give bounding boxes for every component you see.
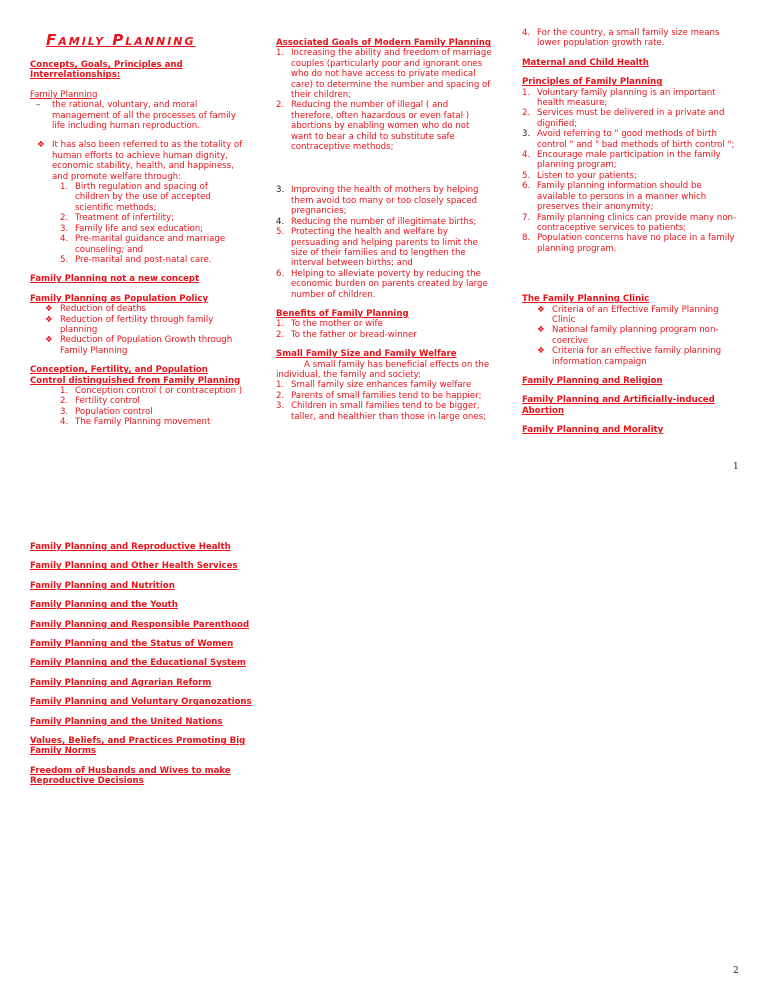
list-item: 6. Helping to alleviate poverty by reducing the economic burden on parents created by large number of children. [276,268,488,300]
list-item: 5. Listen to your patients; [522,170,637,181]
list-item: ❖ Reduction of deaths [45,304,147,315]
heading-topic: Family Planning and Agrarian Reform [30,677,212,688]
list-item: 8. Population concerns have no place in a family planning program. [522,233,735,254]
heading-topic: Family Planning and Nutrition [30,580,175,591]
heading-topic: Family Planning and Other Health Services [30,561,238,572]
list-item: 2. Fertility control [60,396,140,407]
list-item: 4. For the country, a small family size means lower population growth rate. [522,28,720,49]
small-family-paragraph: A small family has beneficial effects on the individual, the family and society: [276,359,490,380]
list-item: 1. Conception control ( or contraception ) [60,385,243,396]
definition-item: – the rational, voluntary, and moral management of all the processes of family life including human reproduction. [36,100,236,132]
diamond-bullet-icon: ❖ [45,335,53,346]
list-item: ❖ Reduction of Population Growth through Family Planning [45,335,233,356]
list-item: 6. Family planning information should be available to persons in a manner which preserves their anonymity; [522,181,707,213]
list-item: 1. Increasing the ability and freedom of marriage couples (particularly poor and ignorant ones who do not have access to private medical care) to determine the number and spacing of their children; [276,48,492,101]
heading-conception: Conception, Fertility, and Population Control distinguished from Family Planning [30,365,241,386]
heading-morality: Family Planning and Morality [522,425,664,436]
heading-topic: Family Planning and Responsible Parenthood [30,619,250,630]
list-item: 2. Treatment of infertility; [60,213,175,224]
column-1 [30,30,245,428]
heading-concepts: Concepts, Goals, Principles and Interrelationships: [30,60,183,81]
heading-topic: Freedom of Husbands and Wives to make Reproductive Decisions [30,765,231,787]
heading-not-new-concept: Family Planning not a new concept [30,274,200,285]
diamond-bullet-icon: ❖ [537,346,545,357]
heading-topic: Family Planning and Reproductive Health [30,542,231,552]
goals-list-b [276,185,492,299]
page-number-1: 1 [733,462,739,472]
heading-abortion: Family Planning and Artificially-induced Abortion [522,395,715,416]
heading-topic: Family Planning and Voluntary Organozations [30,697,252,708]
heading-population-policy: Family Planning as Population Policy [30,293,209,304]
list-item: 4. Pre-marital guidance and marriage counseling; and [60,234,226,255]
list-item: 1. Voluntary family planning is an important health measure; [522,87,716,109]
list-item: 1. To the mother or wife [276,319,383,330]
column-2 [276,38,492,422]
column-4 [30,542,252,787]
list-item: 2. Services must be delivered in a private and dignified; [522,108,725,129]
small-family-list-continued [522,28,737,49]
diamond-bullet-icon: ❖ [537,304,545,315]
list-item: 1. Birth regulation and spacing of children by the use of accepted scientific methods; [60,182,211,213]
small-family-list [276,380,492,422]
heading-topic: Family Planning and the Status of Women [30,639,234,650]
list-item: ❖ National family planning program non-coercive [537,325,719,346]
population-policy-list [30,304,245,356]
list-item: 3. Children in small families tend to be bigger, taller, and healthier than those in large ones; [276,401,487,422]
totality-item: ❖ It has also been referred to as the totality of human efforts to achieve human dignity, economic stability, health, and happiness, and promote welfare through: [37,140,243,182]
heading-religion: Family Planning and Religion [522,375,663,386]
diamond-bullet-icon: ❖ [45,314,53,325]
principles-list [522,88,737,255]
definition-list [30,100,245,131]
page-number-2: 2 [733,966,739,976]
totality-sublist [60,182,245,265]
totality-list [30,140,245,182]
heading-small-family: Small Family Size and Family Welfare [276,349,457,360]
diamond-bullet-icon: ❖ [537,325,545,336]
heading-principles: Principles of Family Planning [522,77,663,88]
column-3 [522,28,737,436]
list-item: 3. Avoid referring to " good methods of birth control " and " bad methods of birth control "; [522,129,735,150]
list-item: 4. The Family Planning movement [60,417,211,428]
conception-list [60,386,245,428]
list-item: 1. Small family size enhances family welfare [276,380,472,391]
list-item: ❖ Reduction of fertility through family planning [45,314,214,335]
heading-topic: Values, Beliefs, and Practices Promoting Big Family Norms [30,736,246,757]
list-item: 5. Protecting the health and welfare by persuading and helping parents to limit the size of their families and to lengthen the interval between births; and [276,227,478,269]
diamond-bullet-icon: ❖ [37,140,45,151]
list-item: 4. Encourage male participation in the family planning program; [522,150,721,171]
list-item: 5. Pre-marital and post-natal care. [60,254,212,265]
list-item: 3. Improving the health of mothers by helping them avoid too many or too closely spaced pregnancies; [276,185,479,217]
heading-topic: Family Planning and the United Nations [30,716,223,727]
benefits-list [276,319,492,340]
list-item: ❖ Criteria of an Effective Family Planning Clinic [537,304,719,325]
heading-benefits: Benefits of Family Planning [276,308,409,319]
heading-associated-goals: Associated Goals of Modern Family Planning [276,38,492,48]
list-item: 2. To the father or bread-winner [276,329,417,340]
list-item: 4. Reducing the number of illegitimate births; [276,216,477,227]
list-item: 3. Family life and sex education; [60,223,204,234]
heading-topic: Family Planning and the Youth [30,600,178,611]
heading-clinic: The Family Planning Clinic [522,294,650,305]
heading-topic: Family Planning and the Educational System [30,658,246,669]
subheading-family-planning: Family Planning [30,89,98,100]
diamond-bullet-icon: ❖ [45,304,53,315]
goals-list-a [276,48,492,152]
list-item: 3. Population control [60,406,153,417]
list-item: ❖ Criteria for an effective family planning information campaign [537,346,722,367]
clinic-list [522,305,737,367]
document-title: Family Planning [46,31,196,49]
heading-maternal-child-health: Maternal and Child Health [522,57,649,68]
list-item: 2. Reducing the number of illegal ( and therefore, often hazardous or even fatal ) abortions by enabling women who do not want to bear a child to substitute safe contraceptive methods; [276,100,470,153]
list-item: 2. Parents of small families tend to be happier; [276,390,482,401]
list-item: 7. Family planning clinics can provide many non-contraceptive services to patients; [522,212,737,233]
